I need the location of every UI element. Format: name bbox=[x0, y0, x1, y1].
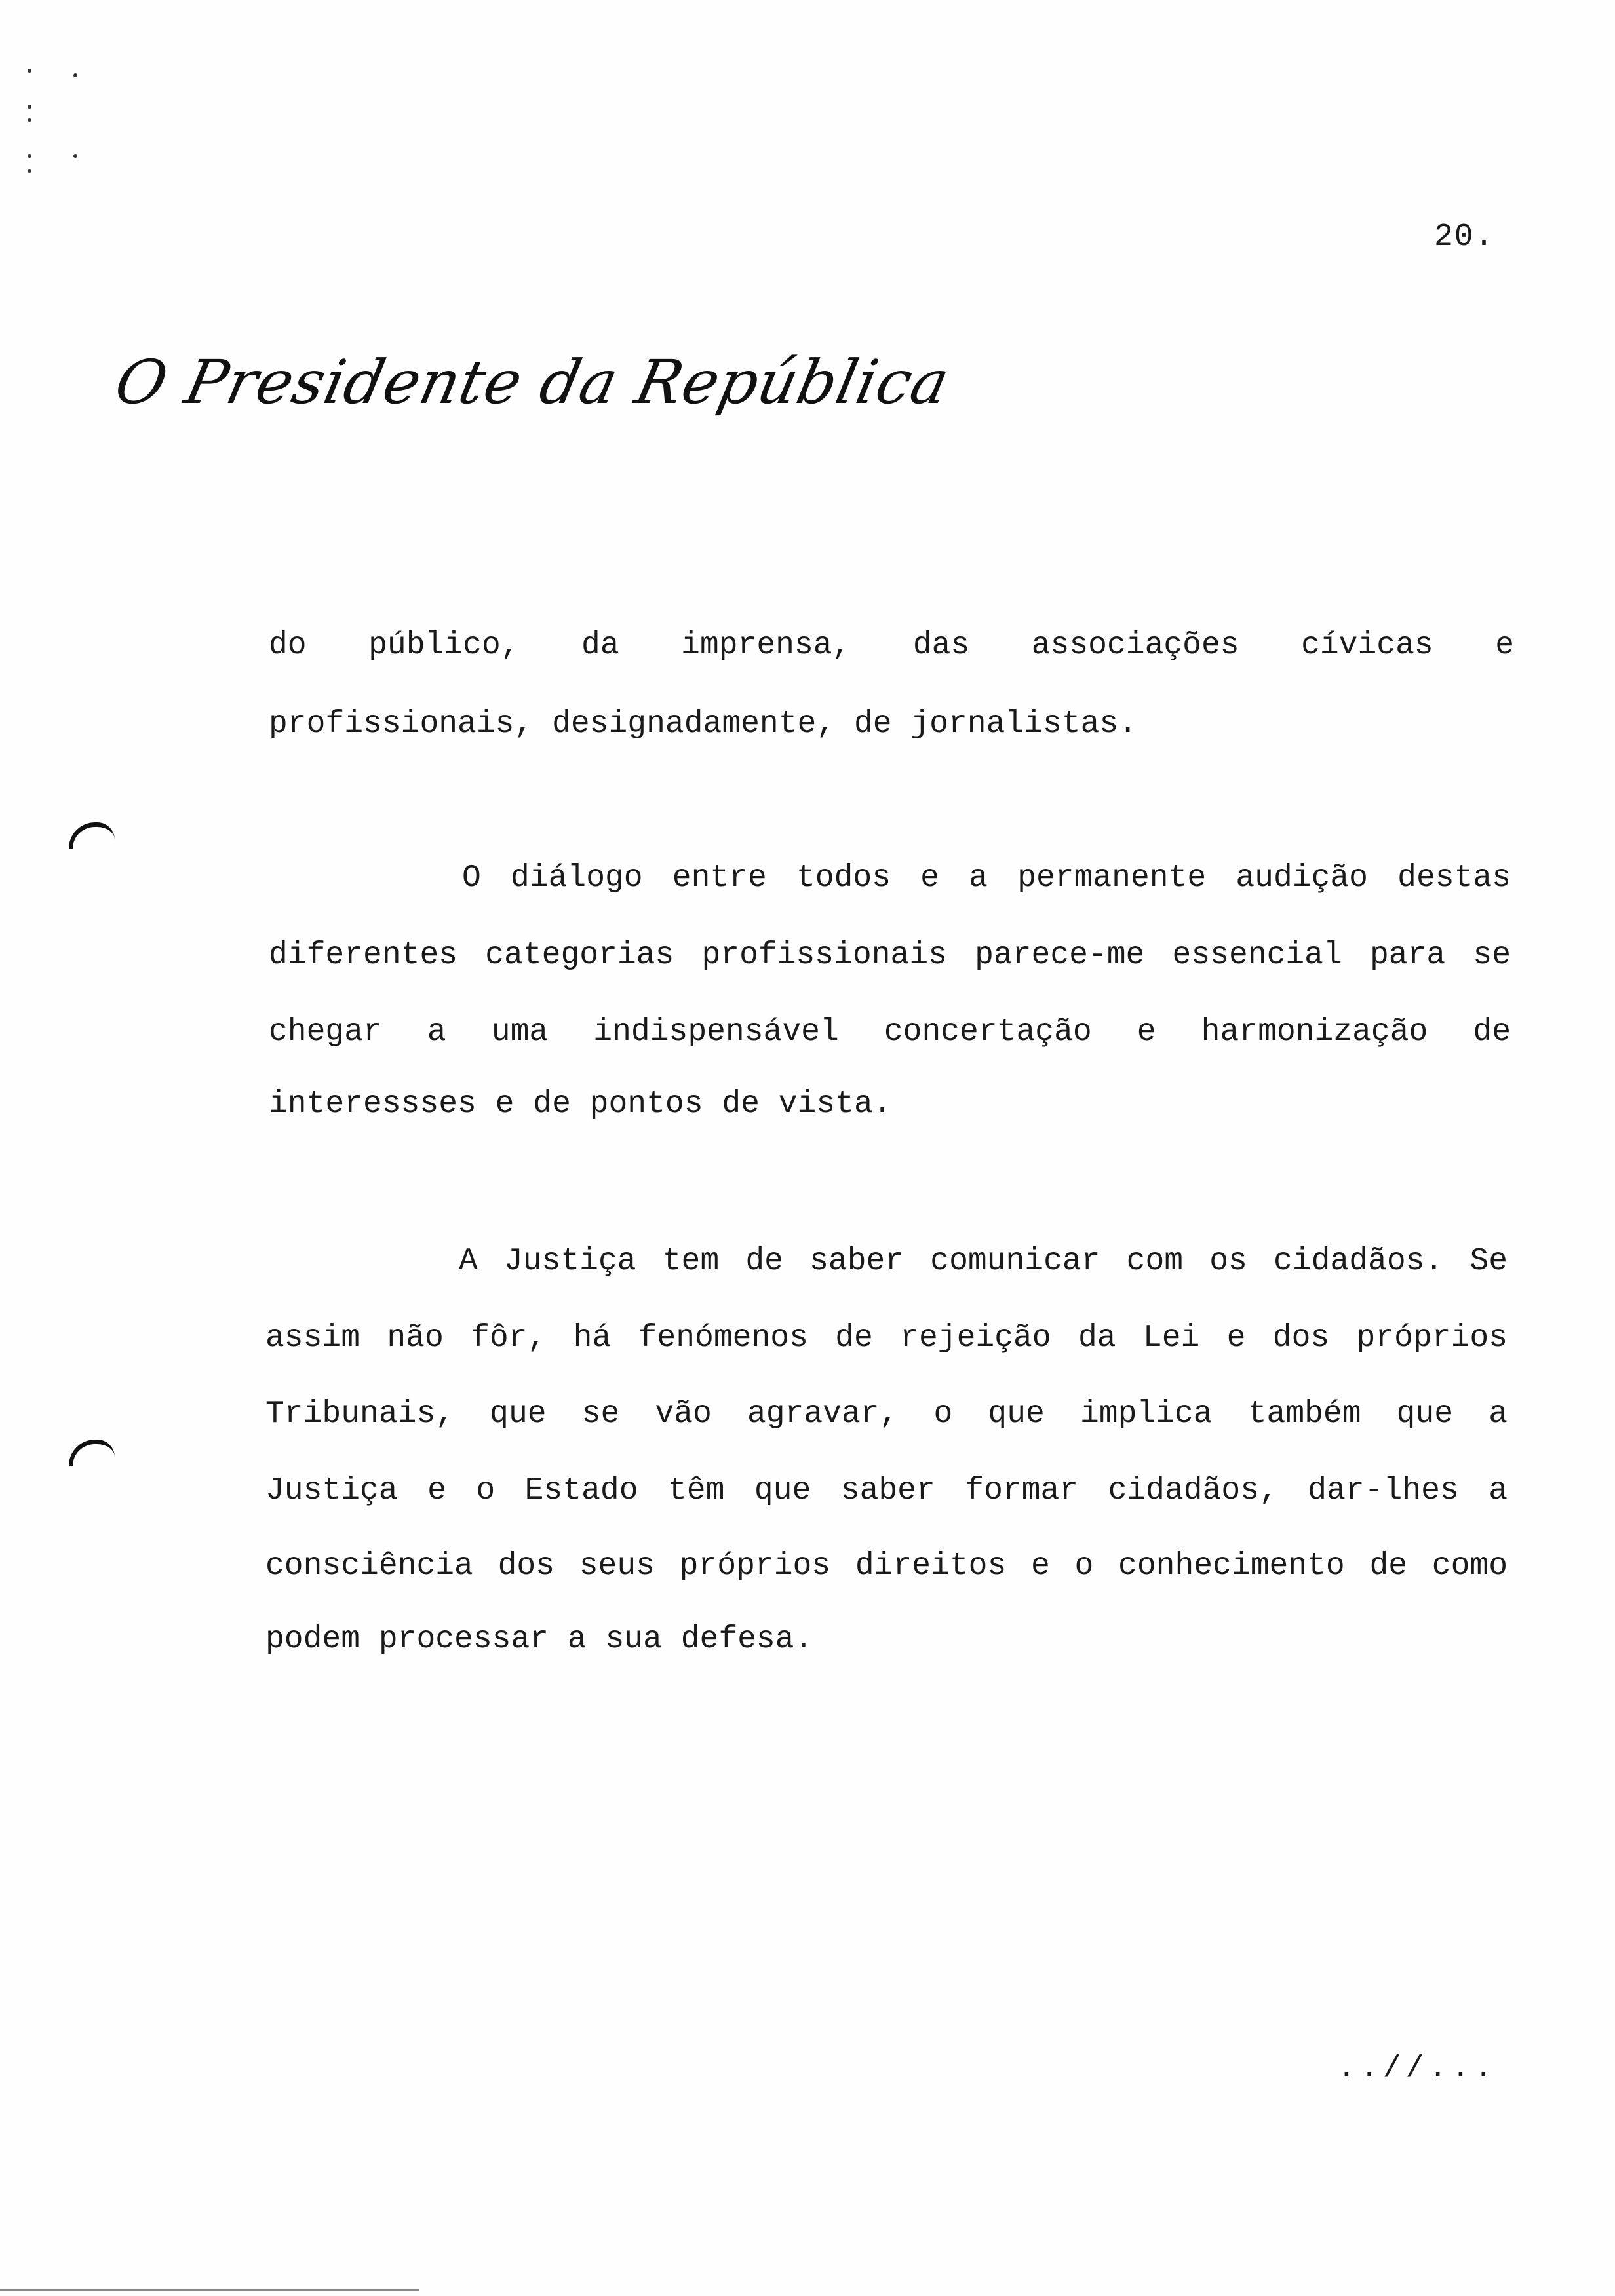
scan-speck bbox=[28, 154, 31, 158]
scan-speck bbox=[28, 105, 31, 109]
punch-hole-mark bbox=[69, 822, 115, 849]
paragraph-3-line-4: Justiça e o Estado têm que saber formar cidadãos, dar-lhes a bbox=[265, 1473, 1508, 1508]
paragraph-2-line-4: interessses e de pontos de vista. bbox=[269, 1086, 892, 1122]
punch-hole-mark bbox=[69, 1440, 115, 1466]
letterhead-title: O Presidente da República bbox=[109, 347, 956, 417]
scan-speck bbox=[28, 169, 31, 173]
paragraph-3-line-2: assim não fôr, há fenómenos de rejeição da Lei e dos próprios bbox=[265, 1320, 1508, 1356]
paragraph-2-line-2: diferentes categorias profissionais parece-me essencial para se bbox=[269, 938, 1511, 973]
scan-edge-line bbox=[0, 2289, 419, 2291]
scan-speck bbox=[28, 118, 31, 122]
scan-speck bbox=[28, 69, 31, 73]
paragraph-3-line-6: podem processar a sua defesa. bbox=[265, 1622, 813, 1657]
scan-speck bbox=[73, 73, 77, 77]
paragraph-2-line-1: O diálogo entre todos e a permanente audição destas bbox=[462, 860, 1511, 896]
page-number: 20. bbox=[1434, 220, 1495, 255]
paragraph-1-line-1: do público, da imprensa, das associações cívicas e bbox=[269, 628, 1514, 663]
scan-speck bbox=[73, 154, 77, 158]
paragraph-3-line-1: A Justiça tem de saber comunicar com os cidadãos. Se bbox=[459, 1244, 1508, 1279]
paragraph-2-line-3: chegar a uma indispensável concertação e harmonização de bbox=[269, 1014, 1511, 1050]
paragraph-1-line-2: profissionais, designadamente, de jornalistas. bbox=[269, 706, 1138, 742]
paragraph-3-line-3: Tribunais, que se vão agravar, o que implica também que a bbox=[265, 1396, 1508, 1432]
continuation-mark: ..//... bbox=[1337, 2051, 1497, 2086]
paragraph-3-line-5: consciência dos seus próprios direitos e o conhecimento de como bbox=[265, 1548, 1508, 1584]
